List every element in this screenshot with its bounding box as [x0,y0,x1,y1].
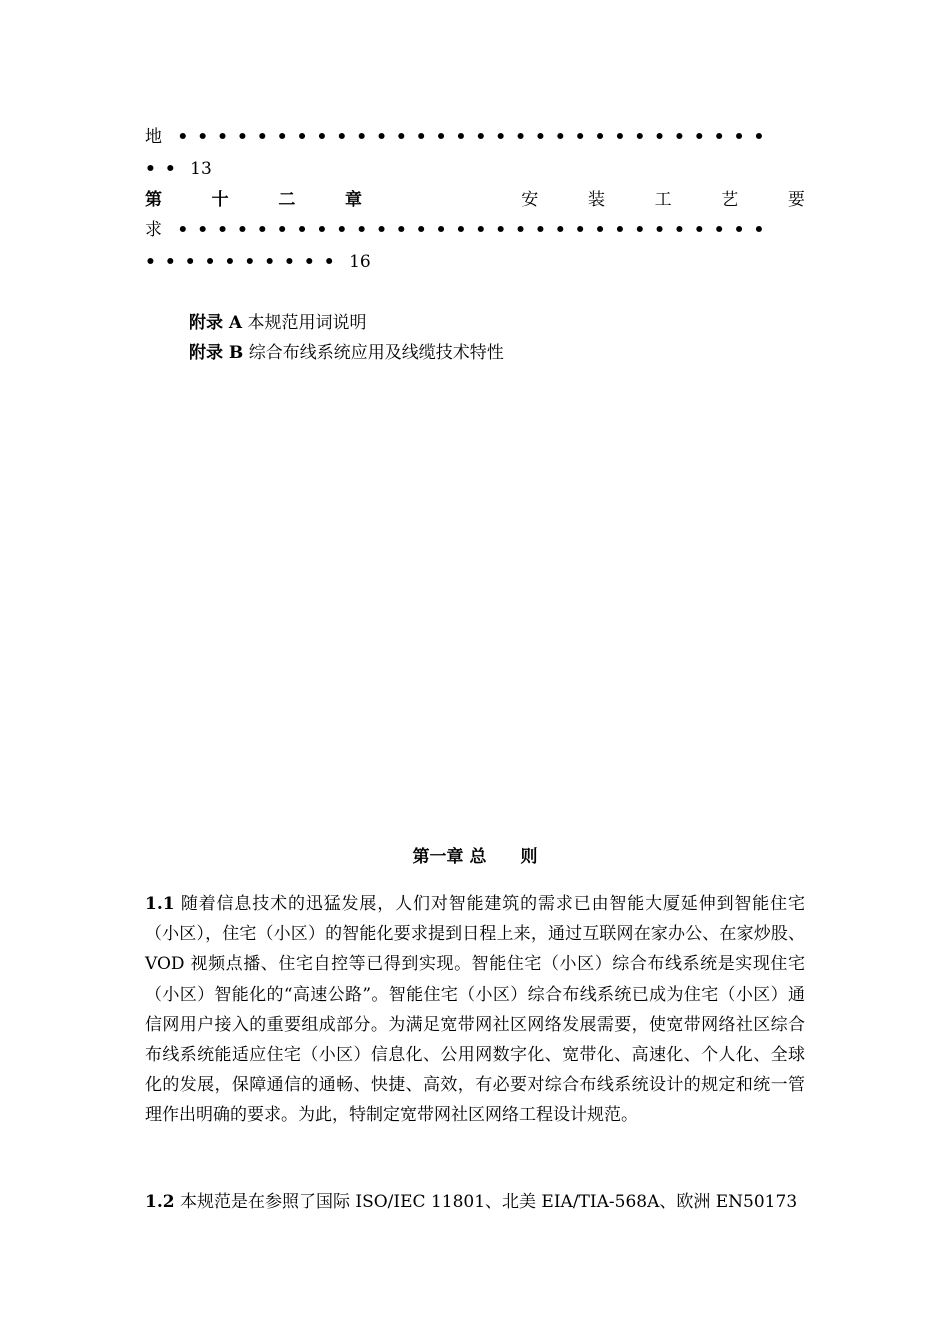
toc-leader-dots: •••••••••••••••••••••••••••••• [177,127,774,147]
toc-leader-dots: •••••••••••••••••••••••••••••• [177,220,774,240]
appendix-title: 综合布线系统应用及线缆技术特性 [248,343,504,363]
toc-chapter-char: 第 [145,190,162,210]
toc-entry-text-end: 地 [145,127,162,147]
paragraph-1-1 [145,889,805,1131]
toc-appendix-b [189,338,504,368]
toc-title-char: 装 [587,190,605,210]
appendix-title: 本规范用词说明 [247,313,367,333]
toc-leader-dots: •••••••••• [145,252,344,272]
toc-chapter-char: 二 [278,190,296,210]
paragraph-text: 本规范是在参照了国际 ISO/IEC 11801、北美 EIA/TIA-568A、欧洲 EN50173 [179,1192,798,1212]
chapter-title: 第一章 总 则 [412,847,538,867]
paragraph-1-2 [145,1187,805,1217]
toc-page-number: 16 [349,252,371,272]
appendix-label: 附录 B [189,343,244,363]
toc-title-char: 艺 [721,190,739,210]
appendix-label: 附录 A [189,313,243,333]
toc-chapter-heading [145,185,805,215]
paragraph-number: 1.2 [145,1192,175,1212]
toc-entry-line [145,247,805,277]
toc-title-char: 工 [654,190,672,210]
paragraph-text: 随着信息技术的迅猛发展，人们对智能建筑的需求已由智能大厦延伸到智能住宅（小区），住宅（小区）的智能化要求提到日程上来，通过互联网在家办公、在家炒股、VOD 视频点播、住宅自控等已得到实现。智能住宅（小区）综合布线系统是实现住宅（小区）智能化的“高速公路”。智能住宅（小区）综合布线系统已成为住宅（小区）通信网用户接入的重要组成部分。为满足宽带网社区网络发展需要，使宽带网络社区综合布线系统能适应住宅（小区）信息化、公用网数字化、宽带化、高速化、个人化、全球化的发展，保障通信的通畅、快捷、高效，有必要对综合布线系统设计的规定和统一管理作出明确的要求。为此，特制定宽带网社区网络工程设计规范。 [145,894,806,1126]
toc-title-char: 要 [787,190,805,210]
paragraph-number: 1.1 [145,894,175,914]
toc-page-number: 13 [190,159,212,179]
toc-chapter-char: 章 [344,190,362,210]
toc-entry-text-end: 求 [145,220,162,240]
toc-chapter-char: 十 [211,190,229,210]
toc-entry-line [145,122,805,152]
toc-leader-dots: •• [145,159,185,179]
spacer [412,185,472,215]
toc-title-char: 安 [521,190,539,210]
toc-appendix-a [189,308,367,338]
toc-entry-line [145,154,805,184]
toc-entry-line [145,215,805,245]
